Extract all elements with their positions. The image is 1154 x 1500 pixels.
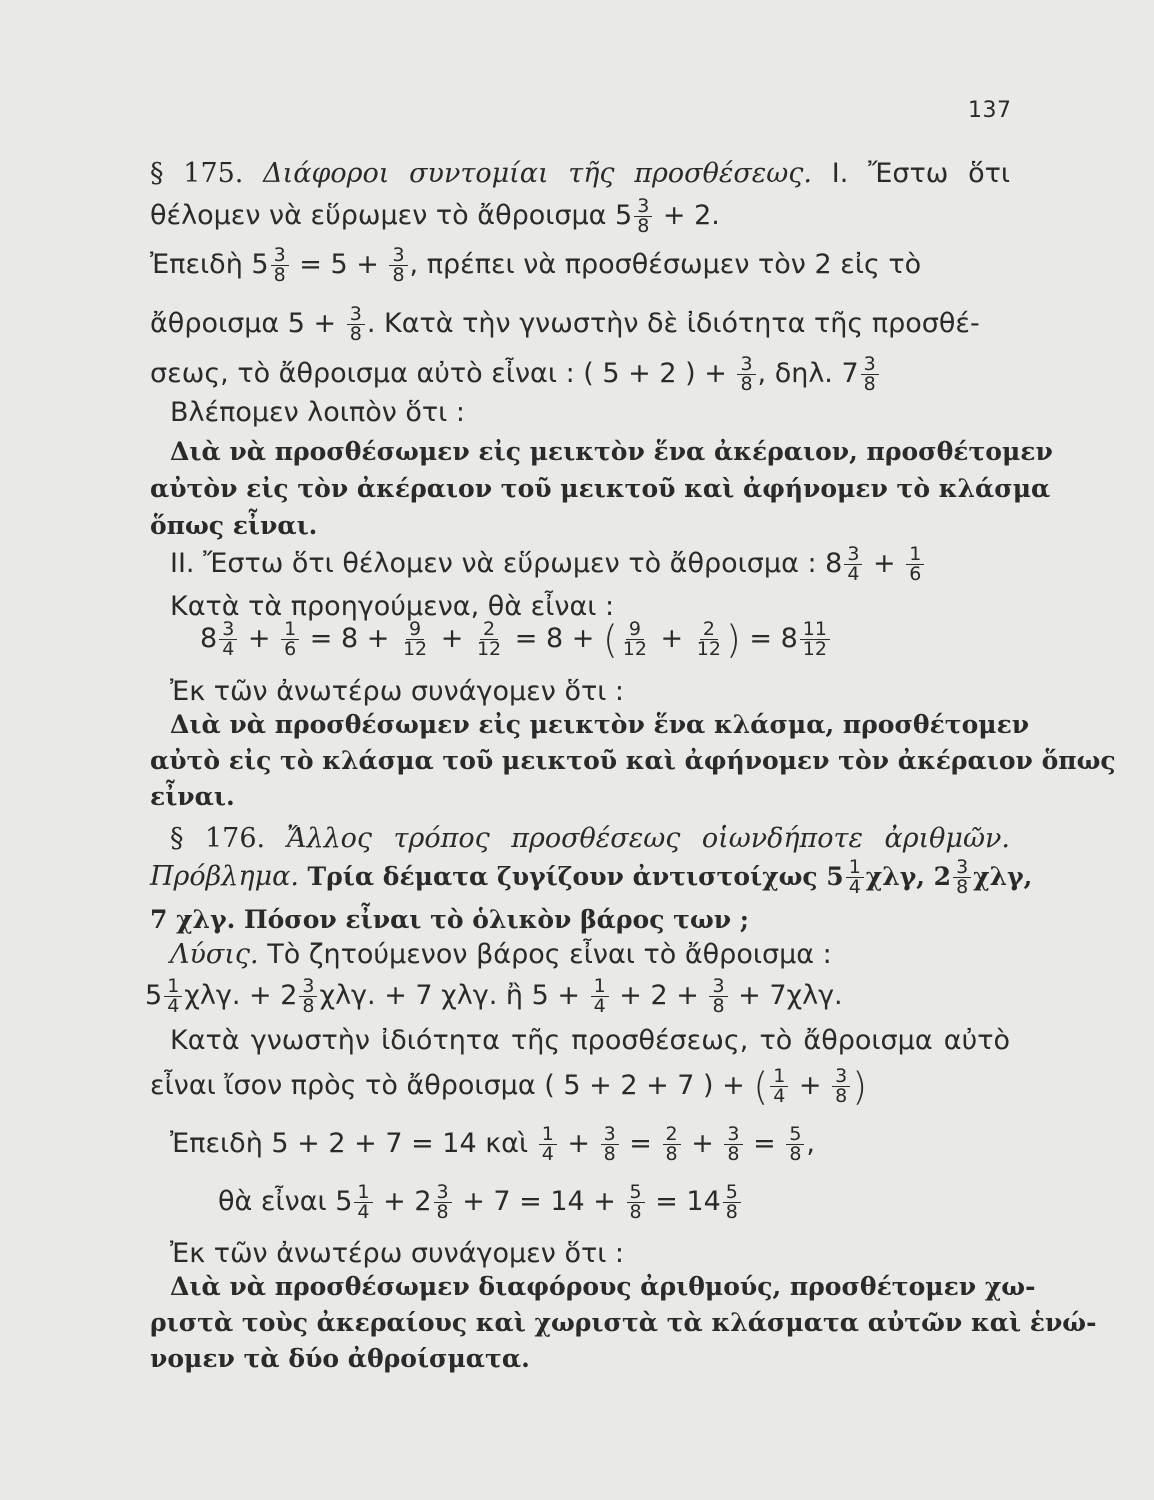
text-line: σεως, τὸ ἄθροισμα αὐτὸ εἶναι : ( 5 + 2 ) + $\frac{3}{8}$ , δηλ. 7 $\frac{3}{8}$	[150, 355, 1010, 394]
fraction: $\frac{1}{4}$	[164, 977, 182, 1016]
text-line: Βλέπομεν λοιπὸν ὅτι :	[170, 397, 465, 428]
fraction: $\frac{3}{8}$	[634, 197, 652, 236]
fraction: $\frac{1}{4}$	[354, 1183, 372, 1222]
problem-line: Πρόβλημα. Τρία δέματα ζυγίζουν ἀντιστοίχως 5 $\frac{1}{4}$ χλγ, 2 $\frac{3}{8}$ χλγ,	[150, 856, 1033, 898]
text-line: Ἐκ τῶν ἀνωτέρω συνάγομεν ὅτι :	[170, 1238, 625, 1269]
fraction: $\frac{5}{8}$	[786, 1125, 804, 1164]
equation-line: 8 $\frac{3}{4}$ + $\frac{1}{6}$ = 8 + $\frac{9}{12}$ + $\frac{2}{12}$ = 8 + ( $\frac{9}{12}$ + $\frac{2}{12}$ ) = 8 $\frac{11}{12}$	[200, 620, 1060, 659]
rule-1-line-2: αὐτὸν εἰς τὸν ἀκέραιον τοῦ μεικτοῦ καὶ ἀφήνομεν τὸ κλάσμα	[150, 474, 1051, 503]
rule-2-line-2: αὐτὸ εἰς τὸ κλάσμα τοῦ μεικτοῦ καὶ ἀφήνομεν τὸν ἀκέραιον ὅπως	[150, 746, 1116, 775]
section-title: Ἄλλος τρόπος προσθέσεως οἱωνδήποτε ἀριθμῶν.	[286, 823, 1010, 854]
text-line: Ἐπειδὴ 5 $\frac{3}{8}$ = 5 + $\frac{3}{8}$ , πρέπει νὰ προσθέσωμεν τὸν 2 εἰς τὸ	[150, 244, 922, 286]
fraction: $\frac{2}{8}$	[663, 1125, 681, 1164]
rule-3-line-2: ριστὰ τοὺς ἀκεραίους καὶ χωριστὰ τὰ κλάσματα αὐτῶν καὶ ἑνώ-	[150, 1308, 1097, 1337]
rule-2-line-1: Διὰ νὰ προσθέσωμεν εἰς μεικτὸν ἕνα κλάσμα, προσθέτομεν	[170, 710, 1030, 739]
section-number: § 175.	[150, 158, 244, 189]
text-line: II. Ἔστω ὅτι θέλομεν νὰ εὕρωμεν τὸ ἄθροισμα : 8 $\frac{3}{4}$ + $\frac{1}{6}$	[170, 545, 1030, 584]
solution-line: Λύσις. Τὸ ζητούμενον βάρος εἶναι τὸ ἄθροισμα :	[170, 939, 832, 970]
fraction: $\frac{3}{8}$	[709, 977, 727, 1016]
fraction: $\frac{3}{8}$	[271, 246, 289, 285]
text-line: εἶναι ἴσον πρὸς τὸ ἄθροισμα ( 5 + 2 + 7 ) + ( $\frac{1}{4}$ + $\frac{3}{8}$ )	[150, 1064, 868, 1109]
section-176-heading	[170, 820, 1010, 858]
text-line: θέλομεν νὰ εὕρωμεν τὸ ἄθροισμα 5 $\frac{3}{8}$ + 2.	[150, 195, 720, 237]
fraction: $\frac{11}{12}$	[800, 620, 830, 659]
rule-1-line-3: ὅπως εἶναι.	[150, 511, 318, 540]
text-line: Κατὰ τὰ προηγούμενα, θὰ εἶναι :	[170, 591, 615, 622]
section-title: Διάφοροι συντομίαι τῆς προσθέσεως.	[263, 158, 812, 189]
fraction: $\frac{1}{6}$	[906, 545, 924, 584]
equation-line: θὰ εἶναι 5 $\frac{1}{4}$ + 2 $\frac{3}{8}$ + 7 = 14 + $\frac{5}{8}$ = 14 $\frac{5}{8}$	[218, 1183, 1078, 1222]
fraction: $\frac{3}{8}$	[434, 1183, 452, 1222]
fraction: $\frac{3}{8}$	[861, 355, 879, 394]
rule-2-line-3: εἶναι.	[150, 782, 235, 811]
fraction: $\frac{3}{8}$	[737, 355, 755, 394]
fraction: $\frac{3}{8}$	[724, 1125, 742, 1164]
fraction: $\frac{3}{8}$	[601, 1125, 619, 1164]
fraction: $\frac{2}{12}$	[696, 618, 721, 660]
fraction: $\frac{1}{4}$	[591, 977, 609, 1016]
fraction: $\frac{3}{4}$	[844, 545, 862, 584]
fraction: $\frac{5}{8}$	[723, 1183, 741, 1222]
text-line: ἄθροισμα 5 + $\frac{3}{8}$ . Κατὰ τὴν γνωστὴν δὲ ἰδιότητα τῆς προσθέ-	[150, 303, 980, 345]
fraction: $\frac{3}{8}$	[299, 977, 317, 1016]
problem-line-2: 7 χλγ. Πόσον εἶναι τὸ ὁλικὸν βάρος των ;	[150, 905, 750, 934]
fraction: $\frac{9}{12}$	[402, 618, 428, 660]
intro-text: I. Ἔστω ὅτι	[831, 158, 1011, 189]
equation-line: 5 $\frac{1}{4}$ χλγ. + 2 $\frac{3}{8}$ χλγ. + 7 χλγ. ἢ 5 + $\frac{1}{4}$ + 2 + $\frac{3}{8}$ + 7χλγ.	[145, 975, 843, 1017]
fraction: $\frac{3}{4}$	[219, 620, 237, 659]
fraction: $\frac{5}{8}$	[627, 1183, 645, 1222]
text-line: Ἐκ τῶν ἀνωτέρω συνάγομεν ὅτι :	[170, 676, 625, 707]
text-line: Κατὰ γνωστὴν ἰδιότητα τῆς προσθέσεως, τὸ ἄθροισμα αὐτὸ	[170, 1025, 1010, 1056]
fraction: $\frac{1}{4}$	[846, 858, 864, 897]
rule-3-line-3: νομεν τὰ δύο ἀθροίσματα.	[150, 1344, 530, 1373]
fraction: $\frac{3}{8}$	[389, 246, 407, 285]
fraction: $\frac{1}{6}$	[281, 620, 299, 659]
fraction: $\frac{3}{8}$	[953, 858, 971, 897]
page-number: 137	[968, 98, 1012, 123]
fraction: $\frac{3}{8}$	[832, 1067, 850, 1106]
rule-1-line-1: Διὰ νὰ προσθέσωμεν εἰς μεικτὸν ἕνα ἀκέραιον, προσθέτομεν	[170, 437, 1053, 466]
problem-label: Πρόβλημα.	[150, 861, 299, 892]
fraction: $\frac{1}{4}$	[539, 1125, 557, 1164]
section-175-heading	[150, 155, 1010, 193]
rule-3-line-1: Διὰ νὰ προσθέσωμεν διαφόρους ἀριθμούς, προσθέτομεν χω-	[170, 1272, 1036, 1301]
section-number: § 176.	[170, 823, 266, 854]
solution-label: Λύσις.	[170, 939, 259, 970]
fraction: $\frac{3}{8}$	[347, 305, 365, 344]
fraction: $\frac{1}{4}$	[770, 1067, 788, 1106]
fraction: $\frac{9}{12}$	[622, 618, 647, 660]
fraction: $\frac{2}{12}$	[476, 618, 502, 660]
equation-line: Ἐπειδὴ 5 + 2 + 7 = 14 καὶ $\frac{1}{4}$ + $\frac{3}{8}$ = $\frac{2}{8}$ + $\frac{3}{8}$ = $\frac{5}{8}$ ,	[170, 1123, 815, 1165]
